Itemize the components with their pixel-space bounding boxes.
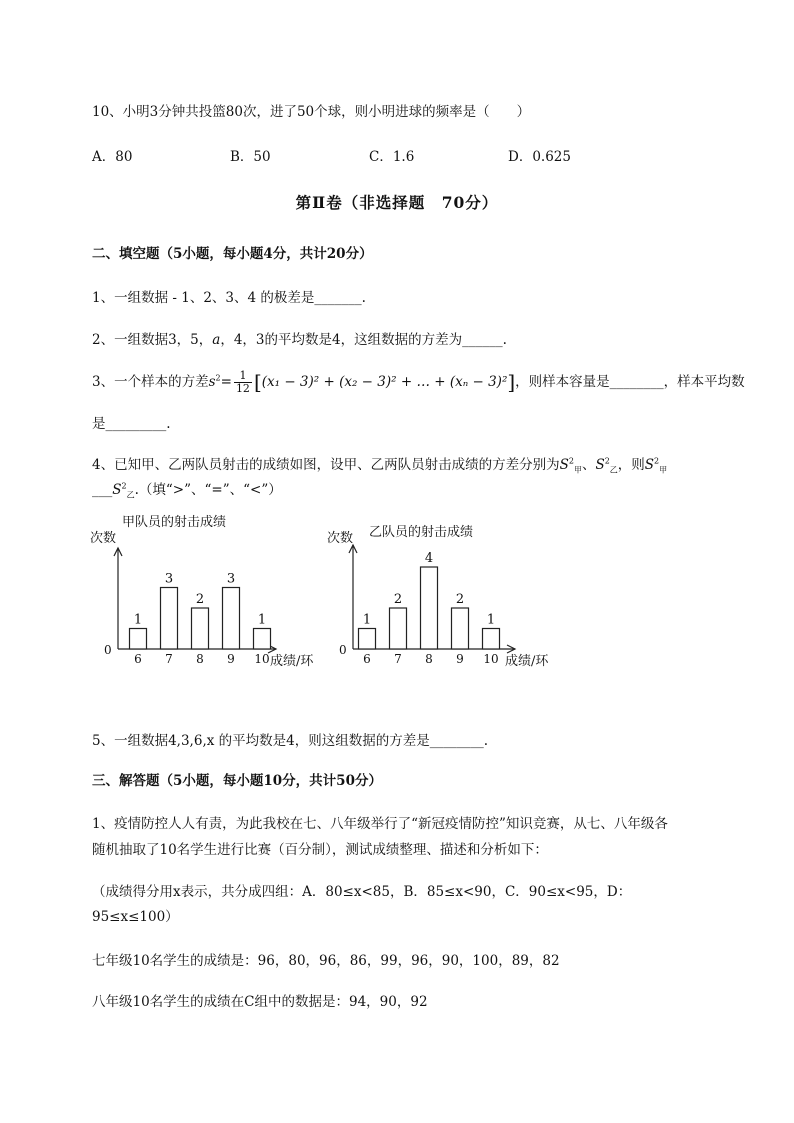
q2-text-b: ，4，3的平均数是4，这组数据的方差为______. xyxy=(220,332,507,348)
yi-title: 乙队员的射击成绩 xyxy=(369,525,474,540)
jia-bar-10 xyxy=(254,629,271,650)
part2-title: 第Ⅱ卷（非选择题 70分） xyxy=(295,193,499,212)
yi-tick-6: 6 xyxy=(363,652,371,666)
jia-bar-8 xyxy=(192,608,209,649)
q2-text-a: 2、一组数据3，5， xyxy=(92,332,213,348)
yi-tick-10: 10 xyxy=(483,652,499,666)
chart-yi-scores xyxy=(325,515,585,690)
answer-q1-line5: 七年级10名学生的成绩是：96，80，96，86，99，96，90，100，89，82 xyxy=(92,953,560,969)
jia-value-label-7: 3 xyxy=(164,571,174,587)
fill-question-5: 5、一组数据4,3,6,x 的平均数是4，则这组数据的方差是________. xyxy=(92,733,489,749)
answer-q1-line2: 随机抽取了10名学生进行比赛（百分制），测试成绩整理、描述和分析如下： xyxy=(92,842,548,858)
jia-ylabel: 次数 xyxy=(90,531,117,546)
yi-value-label-6: 1 xyxy=(362,612,372,628)
q2-variable: a xyxy=(212,332,221,348)
option-a: A．80 xyxy=(92,149,133,165)
jia-tick-8: 8 xyxy=(196,652,204,666)
yi-value-label-7: 2 xyxy=(393,592,403,607)
yi-bar-8 xyxy=(421,567,438,649)
q4-line2-rest: .（填“>”、“=”、“<”） xyxy=(134,482,282,498)
jia-bar-9 xyxy=(223,588,240,650)
q3-s: s xyxy=(208,374,216,390)
q3-text-a: 3、一个样本的方差 xyxy=(92,374,209,390)
yi-xlabel: 成绩/环 xyxy=(505,654,549,669)
q4-s-yi-2: S xyxy=(112,482,122,498)
jia-title: 甲队员的射击成绩 xyxy=(122,515,227,530)
q3-frac-den: 12 xyxy=(235,382,250,395)
answer-q1-line4: 95≤x≤100） xyxy=(92,909,179,925)
yi-bar-9 xyxy=(452,608,469,649)
yi-tick-9: 9 xyxy=(456,652,464,666)
jia-value-label-10: 1 xyxy=(257,612,267,628)
jia-bar-7 xyxy=(161,588,178,650)
option-d: D．0.625 xyxy=(508,149,571,165)
fill-question-4: 4、已知甲、乙两队员射击的成绩如图，设甲、乙两队员射击成绩的方差分别为$S^2_甲$、$S^2_乙$，则$S^2_甲$ xyxy=(92,456,668,475)
yi-tick-7: 7 xyxy=(394,652,402,666)
yi-bar-6 xyxy=(359,629,376,650)
jia-origin: 0 xyxy=(104,643,112,657)
fill-question-4-cont: $\_\_\_S^2_乙$.（填“>”、“=”、“<”） xyxy=(92,481,282,500)
yi-tick-8: 8 xyxy=(425,652,433,666)
fill-question-3-cont: 是_________. xyxy=(92,416,171,432)
jia-tick-6: 6 xyxy=(134,652,142,666)
q4-line1: 4、已知甲、乙两队员射击的成绩如图，设甲、乙两队员射击成绩的方差分别为 xyxy=(92,457,560,473)
fill-section-title: 二、填空题（5小题，每小题4分，共计20分） xyxy=(92,246,373,262)
yi-bar-7 xyxy=(390,608,407,649)
jia-xlabel: 成绩/环 xyxy=(270,654,314,669)
answer-q1-line3: （成绩得分用x表示，共分成四组：A．80≤x<85，B．85≤x<90，C．90≤x<95，D： xyxy=(92,884,632,900)
q3-eq: = xyxy=(220,374,232,390)
q3-expression: (x₁ − 3)² + (x₂ − 3)² + … + (xₙ − 3)² xyxy=(261,374,508,390)
answer-q1-line1: 1、疫情防控人人有责，为此我校在七、八年级举行了“新冠疫情防控”知识竞赛，从七、八年级各 xyxy=(92,816,668,832)
q4-s-jia: S xyxy=(559,457,569,473)
q4-s-yi: S xyxy=(595,457,605,473)
yi-origin: 0 xyxy=(339,643,347,657)
yi-value-label-10: 1 xyxy=(486,612,496,628)
question-10: 10、小明3分钟共投篮80次，进了50个球，则小明进球的频率是（ ） xyxy=(92,104,531,120)
jia-value-label-8: 2 xyxy=(195,592,205,607)
q4-s-jia-2: S xyxy=(644,457,655,473)
answer-q1-line6: 八年级10名学生的成绩在C组中的数据是：94，90，92 xyxy=(92,994,428,1010)
yi-value-label-8: 4 xyxy=(424,551,434,566)
q4-sep: 、 xyxy=(581,457,596,473)
q4-then: ，则 xyxy=(617,457,645,473)
yi-bar-10 xyxy=(483,629,500,650)
fill-question-2 xyxy=(92,328,507,348)
q3-text-b: ，则样本容量是________，样本平均数 xyxy=(515,374,745,390)
option-b: B．50 xyxy=(230,149,271,165)
fill-question-1: 1、一组数据 - 1、2、3、4 的极差是_______. xyxy=(92,290,366,306)
jia-tick-9: 9 xyxy=(227,652,235,666)
yi-value-label-9: 2 xyxy=(455,592,465,607)
jia-value-label-6: 1 xyxy=(133,612,143,628)
jia-tick-10: 10 xyxy=(254,652,270,666)
jia-value-label-9: 3 xyxy=(226,571,236,587)
yi-ylabel: 次数 xyxy=(327,531,354,546)
chart-jia-scores xyxy=(88,510,328,690)
option-c: C．1.6 xyxy=(369,149,415,165)
jia-bar-6 xyxy=(130,629,147,650)
jia-tick-7: 7 xyxy=(165,652,173,666)
q3-frac-num: 1 xyxy=(234,370,252,383)
fill-question-3: 3、一个样本的方差$s^2=$ $\frac{1}{12}$ [(x₁ − 3)² + (x₂ − 3)² + … + (xₙ − 3)²]，则样本容量是________，样本平均数 xyxy=(92,369,745,395)
q3-fraction xyxy=(234,370,252,395)
answer-section-title: 三、解答题（5小题，每小题10分，共计50分） xyxy=(92,773,382,789)
q4-blank: ___ xyxy=(92,482,113,498)
